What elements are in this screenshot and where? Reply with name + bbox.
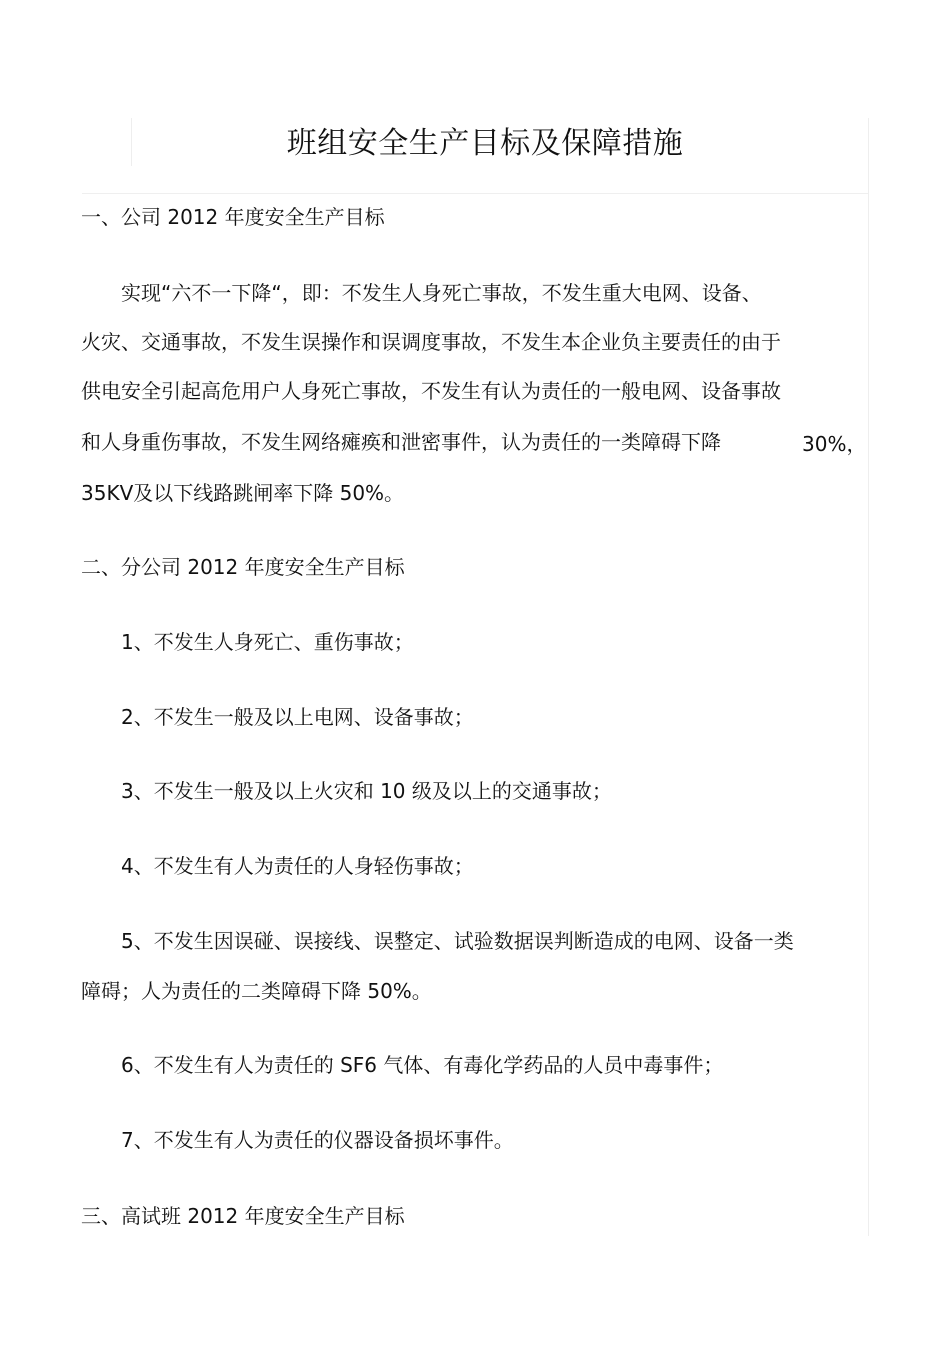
section-1-para-line-3: 供电安全引起高危用户人身死亡事故，不发生有认为责任的一般电网、设备事故 <box>81 379 781 403</box>
section-1-para-line-4: 和人身重伤事故，不发生网络瘫痪和泄密事件，认为责任的一类障碍下降 <box>81 430 721 454</box>
section-1-para-line-5: 35KV及以下线路跳闸率下降 50%。 <box>81 481 405 505</box>
section-2-item-5: 5、不发生因误碰、误接线、误整定、试验数据误判断造成的电网、设备一类 <box>121 929 794 953</box>
section-2-item-5-continued: 障碍；人为责任的二类障碍下降 50%。 <box>81 979 432 1003</box>
section-2-item-7: 7、不发生有人为责任的仪器设备损坏事件。 <box>121 1128 514 1152</box>
margin-line-right <box>868 118 869 1236</box>
section-1-heading: 一、公司 2012 年度安全生产目标 <box>81 205 385 229</box>
section-2-item-3: 3、不发生一般及以上火灾和 10 级及以上的交通事故； <box>121 779 612 803</box>
section-1-percent: 30%， <box>802 432 867 456</box>
section-2-item-2: 2、不发生一般及以上电网、设备事故； <box>121 705 474 729</box>
document-title: 班组安全生产目标及保障措施 <box>286 126 684 161</box>
section-1-para-line-1: 实现“六不一下降“，即：不发生人身死亡事故，不发生重大电网、设备、 <box>121 281 762 305</box>
section-2-item-1: 1、不发生人身死亡、重伤事故； <box>121 630 414 654</box>
section-3-heading: 三、高试班 2012 年度安全生产目标 <box>81 1204 405 1228</box>
section-2-item-4: 4、不发生有人为责任的人身轻伤事故； <box>121 854 474 878</box>
section-2-item-6: 6、不发生有人为责任的 SF6 气体、有毒化学药品的人员中毒事件； <box>121 1053 724 1077</box>
margin-line-left <box>131 118 132 166</box>
title-divider <box>82 193 868 194</box>
section-1-para-line-2: 火灾、交通事故，不发生误操作和误调度事故，不发生本企业负主要责任的由于 <box>81 330 781 354</box>
section-2-heading: 二、分公司 2012 年度安全生产目标 <box>81 555 405 579</box>
